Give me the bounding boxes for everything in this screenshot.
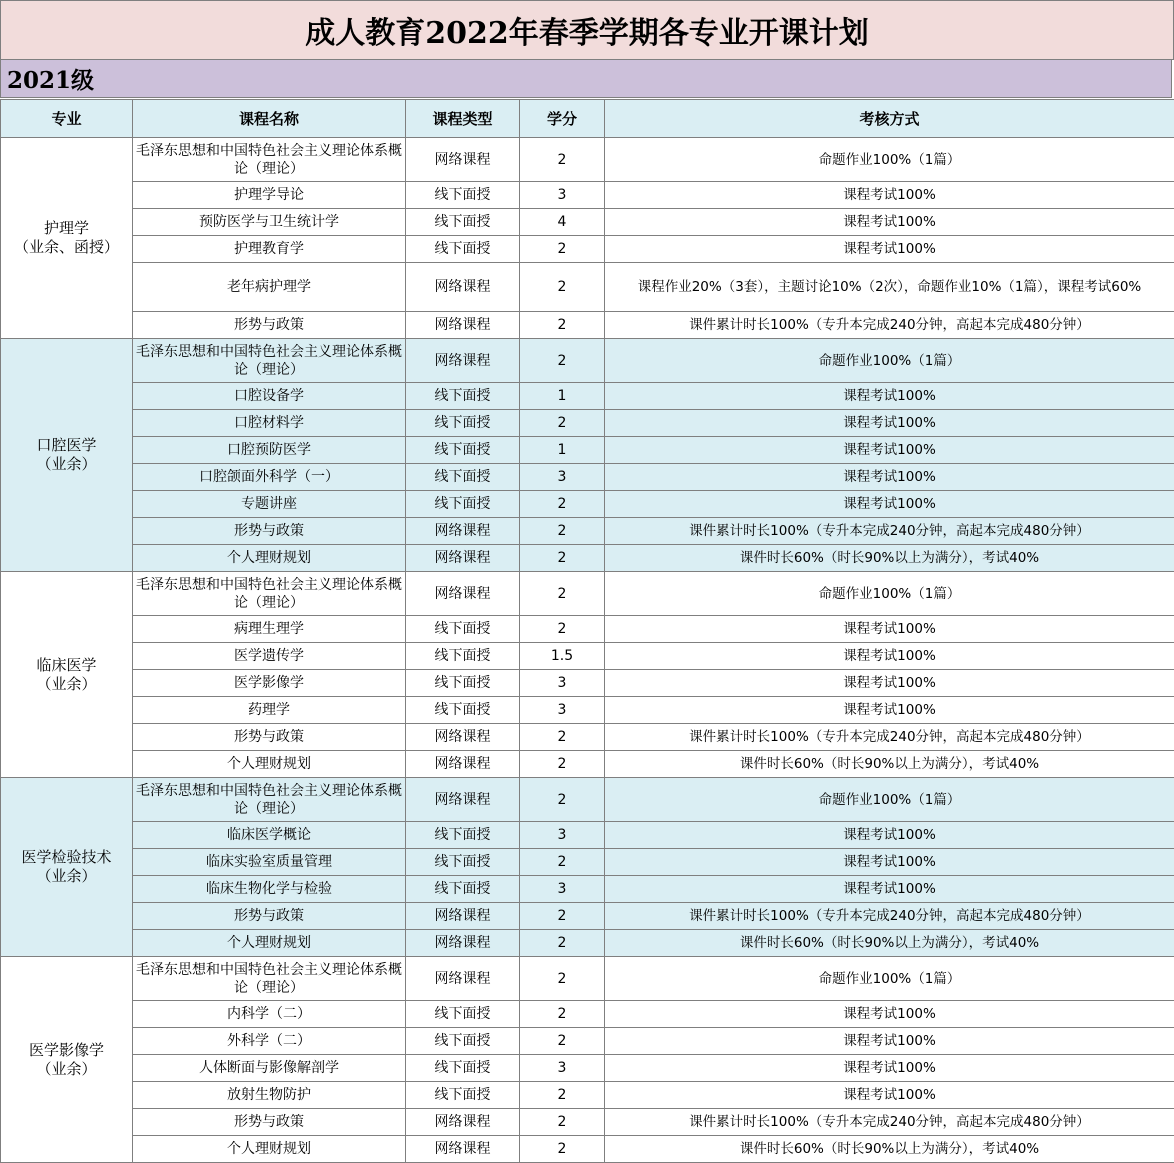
course-name-cell: 内科学（二） <box>133 1001 406 1028</box>
table-row <box>1 778 1174 822</box>
credit-cell: 2 <box>520 236 605 263</box>
course-name-cell: 口腔颌面外科学（一） <box>133 464 406 491</box>
assessment-cell: 命题作业100%（1篇） <box>605 957 1174 1001</box>
table-header-row <box>1 100 1174 138</box>
course-type-cell: 网络课程 <box>406 545 520 572</box>
credit-cell: 2 <box>520 410 605 437</box>
table-row <box>1 545 1174 572</box>
assessment-cell: 课程考试100% <box>605 383 1174 410</box>
page-title: 成人教育2022年春季学期各专业开课计划 <box>0 0 1174 60</box>
assessment-cell: 课件时长60%（时长90%以上为满分），考试40% <box>605 751 1174 778</box>
course-type-cell: 线下面授 <box>406 670 520 697</box>
table-row <box>1 876 1174 903</box>
assessment-cell: 课程考试100% <box>605 697 1174 724</box>
table-body <box>1 138 1174 1163</box>
major-cell <box>1 778 133 957</box>
major-name-line: 口腔医学 <box>3 436 130 455</box>
course-type-cell: 线下面授 <box>406 849 520 876</box>
table-row <box>1 724 1174 751</box>
course-type-cell: 线下面授 <box>406 464 520 491</box>
course-type-cell: 线下面授 <box>406 1082 520 1109</box>
table-row <box>1 822 1174 849</box>
course-name-cell: 护理教育学 <box>133 236 406 263</box>
course-type-cell: 网络课程 <box>406 751 520 778</box>
course-name-cell: 外科学（二） <box>133 1028 406 1055</box>
course-name-cell: 临床生物化学与检验 <box>133 876 406 903</box>
table-row <box>1 1136 1174 1163</box>
credit-cell: 3 <box>520 697 605 724</box>
assessment-cell: 课程考试100% <box>605 822 1174 849</box>
course-type-cell: 网络课程 <box>406 339 520 383</box>
header-course-type: 课程类型 <box>406 100 520 138</box>
course-type-cell: 线下面授 <box>406 437 520 464</box>
course-name-cell: 毛泽东思想和中国特色社会主义理论体系概论（理论） <box>133 957 406 1001</box>
course-type-cell: 网络课程 <box>406 263 520 312</box>
course-type-cell: 网络课程 <box>406 572 520 616</box>
assessment-cell: 课程考试100% <box>605 670 1174 697</box>
table-row <box>1 849 1174 876</box>
course-name-cell: 口腔设备学 <box>133 383 406 410</box>
table-row <box>1 138 1174 182</box>
assessment-cell: 课程作业20%（3套），主题讨论10%（2次），命题作业10%（1篇），课程考试60% <box>605 263 1174 312</box>
table-row <box>1 437 1174 464</box>
credit-cell: 2 <box>520 339 605 383</box>
course-name-cell: 形势与政策 <box>133 1109 406 1136</box>
credit-cell: 3 <box>520 670 605 697</box>
course-name-cell: 临床医学概论 <box>133 822 406 849</box>
assessment-cell: 课件累计时长100%（专升本完成240分钟，高起本完成480分钟） <box>605 1109 1174 1136</box>
major-name-line: 医学影像学 <box>3 1041 130 1060</box>
course-name-cell: 个人理财规划 <box>133 1136 406 1163</box>
credit-cell: 2 <box>520 491 605 518</box>
major-name-line: （业余） <box>3 1060 130 1079</box>
assessment-cell: 课件时长60%（时长90%以上为满分），考试40% <box>605 545 1174 572</box>
credit-cell: 2 <box>520 1082 605 1109</box>
course-type-cell: 线下面授 <box>406 236 520 263</box>
assessment-cell: 课程考试100% <box>605 616 1174 643</box>
credit-cell: 2 <box>520 572 605 616</box>
credit-cell: 2 <box>520 957 605 1001</box>
course-name-cell: 形势与政策 <box>133 724 406 751</box>
credit-cell: 2 <box>520 1109 605 1136</box>
course-name-cell: 口腔材料学 <box>133 410 406 437</box>
credit-cell: 2 <box>520 1001 605 1028</box>
major-cell <box>1 138 133 339</box>
table-row <box>1 464 1174 491</box>
credit-cell: 2 <box>520 263 605 312</box>
header-major: 专业 <box>1 100 133 138</box>
credit-cell: 2 <box>520 724 605 751</box>
table-row <box>1 518 1174 545</box>
assessment-cell: 课程考试100% <box>605 876 1174 903</box>
course-type-cell: 网络课程 <box>406 1109 520 1136</box>
assessment-cell: 课程考试100% <box>605 437 1174 464</box>
course-name-cell: 专题讲座 <box>133 491 406 518</box>
major-name-line: 医学检验技术 <box>3 848 130 867</box>
credit-cell: 1.5 <box>520 643 605 670</box>
course-name-cell: 医学遗传学 <box>133 643 406 670</box>
table-row <box>1 312 1174 339</box>
course-name-cell: 个人理财规划 <box>133 751 406 778</box>
credit-cell: 2 <box>520 545 605 572</box>
assessment-cell: 课程考试100% <box>605 1055 1174 1082</box>
credit-cell: 2 <box>520 138 605 182</box>
course-type-cell: 线下面授 <box>406 383 520 410</box>
table-row <box>1 572 1174 616</box>
header-credit: 学分 <box>520 100 605 138</box>
course-type-cell: 网络课程 <box>406 778 520 822</box>
course-type-cell: 网络课程 <box>406 312 520 339</box>
course-type-cell: 线下面授 <box>406 1001 520 1028</box>
assessment-cell: 课程考试100% <box>605 236 1174 263</box>
course-type-cell: 线下面授 <box>406 491 520 518</box>
credit-cell: 2 <box>520 751 605 778</box>
major-cell <box>1 339 133 572</box>
course-type-cell: 线下面授 <box>406 1028 520 1055</box>
course-name-cell: 口腔预防医学 <box>133 437 406 464</box>
assessment-cell: 命题作业100%（1篇） <box>605 339 1174 383</box>
assessment-cell: 课程考试100% <box>605 464 1174 491</box>
course-type-cell: 线下面授 <box>406 1055 520 1082</box>
credit-cell: 2 <box>520 616 605 643</box>
table-row <box>1 1055 1174 1082</box>
credit-cell: 1 <box>520 383 605 410</box>
major-name-line: （业余） <box>3 675 130 694</box>
course-type-cell: 网络课程 <box>406 1136 520 1163</box>
course-name-cell: 毛泽东思想和中国特色社会主义理论体系概论（理论） <box>133 572 406 616</box>
assessment-cell: 课件累计时长100%（专升本完成240分钟，高起本完成480分钟） <box>605 312 1174 339</box>
credit-cell: 2 <box>520 849 605 876</box>
header-course-name: 课程名称 <box>133 100 406 138</box>
major-name-line: （业余） <box>3 867 130 886</box>
course-type-cell: 网络课程 <box>406 930 520 957</box>
course-type-cell: 网络课程 <box>406 957 520 1001</box>
table-row <box>1 930 1174 957</box>
credit-cell: 1 <box>520 437 605 464</box>
credit-cell: 3 <box>520 182 605 209</box>
assessment-cell: 课程考试100% <box>605 491 1174 518</box>
credit-cell: 2 <box>520 1028 605 1055</box>
table-row <box>1 670 1174 697</box>
assessment-cell: 课程考试100% <box>605 1001 1174 1028</box>
credit-cell: 3 <box>520 876 605 903</box>
course-name-cell: 护理学导论 <box>133 182 406 209</box>
credit-cell: 2 <box>520 312 605 339</box>
table-row <box>1 263 1174 312</box>
credit-cell: 3 <box>520 464 605 491</box>
credit-cell: 2 <box>520 903 605 930</box>
assessment-cell: 命题作业100%（1篇） <box>605 778 1174 822</box>
course-type-cell: 线下面授 <box>406 697 520 724</box>
course-type-cell: 线下面授 <box>406 209 520 236</box>
course-name-cell: 毛泽东思想和中国特色社会主义理论体系概论（理论） <box>133 778 406 822</box>
assessment-cell: 命题作业100%（1篇） <box>605 138 1174 182</box>
course-type-cell: 网络课程 <box>406 518 520 545</box>
course-name-cell: 形势与政策 <box>133 312 406 339</box>
course-type-cell: 线下面授 <box>406 182 520 209</box>
credit-cell: 3 <box>520 1055 605 1082</box>
table-row <box>1 957 1174 1001</box>
table-row <box>1 697 1174 724</box>
table-row <box>1 209 1174 236</box>
course-name-cell: 形势与政策 <box>133 903 406 930</box>
assessment-cell: 课程考试100% <box>605 410 1174 437</box>
course-name-cell: 个人理财规划 <box>133 545 406 572</box>
table-row <box>1 339 1174 383</box>
assessment-cell: 课件时长60%（时长90%以上为满分），考试40% <box>605 930 1174 957</box>
course-type-cell: 网络课程 <box>406 724 520 751</box>
table-row <box>1 903 1174 930</box>
major-name-line: （业余、函授） <box>3 238 130 257</box>
major-name-line: 护理学 <box>3 219 130 238</box>
course-name-cell: 人体断面与影像解剖学 <box>133 1055 406 1082</box>
assessment-cell: 课程考试100% <box>605 1082 1174 1109</box>
credit-cell: 2 <box>520 930 605 957</box>
assessment-cell: 课程考试100% <box>605 182 1174 209</box>
course-name-cell: 毛泽东思想和中国特色社会主义理论体系概论（理论） <box>133 339 406 383</box>
major-name-line: 临床医学 <box>3 656 130 675</box>
table-row <box>1 410 1174 437</box>
table-row <box>1 1109 1174 1136</box>
table-row <box>1 751 1174 778</box>
course-name-cell: 毛泽东思想和中国特色社会主义理论体系概论（理论） <box>133 138 406 182</box>
course-type-cell: 线下面授 <box>406 822 520 849</box>
course-type-cell: 线下面授 <box>406 643 520 670</box>
course-type-cell: 线下面授 <box>406 410 520 437</box>
major-cell <box>1 572 133 778</box>
table-row <box>1 1028 1174 1055</box>
assessment-cell: 课程考试100% <box>605 643 1174 670</box>
table-row <box>1 616 1174 643</box>
course-type-cell: 网络课程 <box>406 903 520 930</box>
grade-label: 2021级 <box>0 59 1172 98</box>
course-type-cell: 线下面授 <box>406 876 520 903</box>
assessment-cell: 课件累计时长100%（专升本完成240分钟，高起本完成480分钟） <box>605 903 1174 930</box>
course-plan-table <box>0 99 1174 1163</box>
course-name-cell: 药理学 <box>133 697 406 724</box>
course-name-cell: 病理生理学 <box>133 616 406 643</box>
credit-cell: 3 <box>520 822 605 849</box>
assessment-cell: 命题作业100%（1篇） <box>605 572 1174 616</box>
header-assessment: 考核方式 <box>605 100 1174 138</box>
course-name-cell: 个人理财规划 <box>133 930 406 957</box>
major-cell <box>1 957 133 1163</box>
credit-cell: 2 <box>520 518 605 545</box>
credit-cell: 2 <box>520 778 605 822</box>
course-name-cell: 医学影像学 <box>133 670 406 697</box>
credit-cell: 4 <box>520 209 605 236</box>
assessment-cell: 课件时长60%（时长90%以上为满分），考试40% <box>605 1136 1174 1163</box>
table-row <box>1 383 1174 410</box>
course-type-cell: 网络课程 <box>406 138 520 182</box>
table-row <box>1 182 1174 209</box>
course-name-cell: 放射生物防护 <box>133 1082 406 1109</box>
table-row <box>1 236 1174 263</box>
course-name-cell: 临床实验室质量管理 <box>133 849 406 876</box>
table-row <box>1 1082 1174 1109</box>
assessment-cell: 课程考试100% <box>605 849 1174 876</box>
course-name-cell: 形势与政策 <box>133 518 406 545</box>
assessment-cell: 课程考试100% <box>605 1028 1174 1055</box>
assessment-cell: 课件累计时长100%（专升本完成240分钟，高起本完成480分钟） <box>605 518 1174 545</box>
course-name-cell: 预防医学与卫生统计学 <box>133 209 406 236</box>
assessment-cell: 课程考试100% <box>605 209 1174 236</box>
course-type-cell: 线下面授 <box>406 616 520 643</box>
major-name-line: （业余） <box>3 455 130 474</box>
table-row <box>1 1001 1174 1028</box>
course-name-cell: 老年病护理学 <box>133 263 406 312</box>
table-row <box>1 491 1174 518</box>
assessment-cell: 课件累计时长100%（专升本完成240分钟，高起本完成480分钟） <box>605 724 1174 751</box>
table-row <box>1 643 1174 670</box>
credit-cell: 2 <box>520 1136 605 1163</box>
